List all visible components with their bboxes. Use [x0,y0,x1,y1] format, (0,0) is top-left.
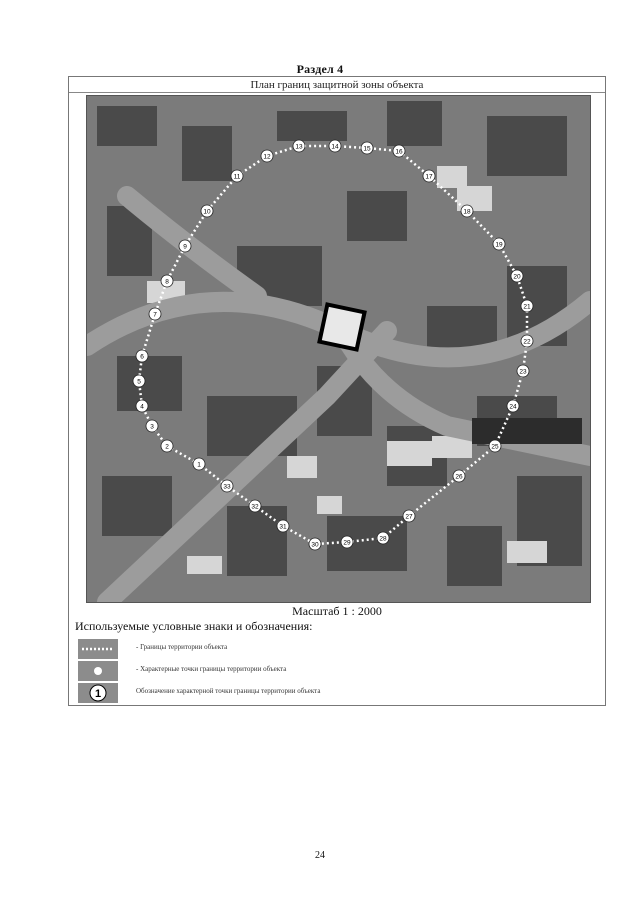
legend-item-point-number [78,683,588,705]
boundary-point-10 [201,205,213,217]
boundary-point-label: 32 [251,503,259,511]
boundary-point-29 [341,536,353,548]
boundary-point-label: 14 [331,143,339,151]
boundary-point-2 [161,440,173,452]
boundary-point-9 [179,240,191,252]
protected-object [319,304,364,349]
boundary-point-label: 12 [263,153,271,161]
boundary-point-label: 23 [519,368,527,376]
boundary-point-19 [493,238,505,250]
boundary-point-31 [277,520,289,532]
boundary-point-label: 21 [523,303,531,311]
boundary-point-12 [261,150,273,162]
boundary-point-24 [507,400,519,412]
boundary-point-22 [521,335,533,347]
boundary-point-27 [403,510,415,522]
boundary-point-18 [461,205,473,217]
point-number-icon [78,683,118,703]
boundary-point-label: 4 [140,403,144,411]
boundary-point-label: 3 [150,423,154,431]
boundary-point-label: 8 [165,278,169,286]
boundary-point-label: 10 [203,208,211,216]
boundary-point-label: 15 [363,145,371,153]
dark-building [472,418,582,444]
boundary-point-label: 28 [379,535,387,543]
boundary-point-label: 2 [165,443,169,451]
boundary-point-label: 17 [425,173,433,181]
boundary-line-icon [78,639,118,659]
boundary-point-label: 31 [279,523,287,531]
boundary-point-28 [377,532,389,544]
title-divider [69,92,605,93]
boundary-point-3 [146,420,158,432]
legend-item-boundary [78,639,588,661]
boundary-point-33 [221,480,233,492]
boundary-point-label: 16 [395,148,403,156]
boundary-point-16 [393,145,405,157]
boundary-point-23 [517,365,529,377]
section-title: Раздел 4 [296,62,344,76]
boundary-point-label: 13 [295,143,303,151]
map-sheet-frame [68,76,606,706]
boundary-point-label: 6 [140,353,144,361]
boundary-point-15 [361,142,373,154]
boundary-point-label: 30 [311,541,319,549]
page-number: 24 [315,850,325,861]
legend-label-point: - Характерные точки границы территории объекта [136,665,287,673]
svg-text:1: 1 [94,688,102,700]
boundary-point-32 [249,500,261,512]
boundary-point-20 [511,270,523,282]
legend-heading: Используемые условные знаки и обозначения: [75,619,313,633]
boundary-point-label: 27 [405,513,413,521]
boundary-point-label: 1 [197,461,201,469]
boundary-point-label: 26 [455,473,463,481]
boundary-point-8 [161,275,173,287]
boundary-point-30 [309,538,321,550]
boundary-point-label: 11 [233,173,241,181]
boundary-point-6 [136,350,148,362]
boundary-point-5 [133,375,145,387]
boundary-point-label: 7 [153,311,157,319]
boundary-point-7 [149,308,161,320]
boundary-point-17 [423,170,435,182]
boundary-point-13 [293,140,305,152]
legend-label-point-number: Обозначение характерной точки границы территории объекта [136,687,321,695]
legend-item-point [78,661,588,683]
boundary-point-26 [453,470,465,482]
boundary-point-label: 18 [463,208,471,216]
scale-label: Масштаб 1 : 2000 [292,604,382,618]
boundary-point-1 [193,458,205,470]
boundary-point-label: 29 [343,539,351,547]
boundary-point-label: 22 [523,338,531,346]
aerial-map [86,95,591,603]
boundary-point-4 [136,400,148,412]
legend-label-boundary: - Границы территории объекта [136,643,228,651]
boundary-point-label: 25 [491,443,499,451]
boundary-point-label: 5 [137,378,141,386]
boundary-point-11 [231,170,243,182]
boundary-point-14 [329,140,341,152]
boundary-point-label: 19 [495,241,503,249]
map-canvas [87,96,590,602]
boundary-point-21 [521,300,533,312]
boundary-point-icon [78,661,118,681]
boundary-point-label: 20 [513,273,521,281]
boundary-point-25 [489,440,501,452]
boundary-point-label: 9 [183,243,187,251]
plan-title: План границ защитной зоны объекта [250,79,424,91]
boundary-point-label: 24 [509,403,517,411]
boundary-point-label: 33 [223,483,231,491]
